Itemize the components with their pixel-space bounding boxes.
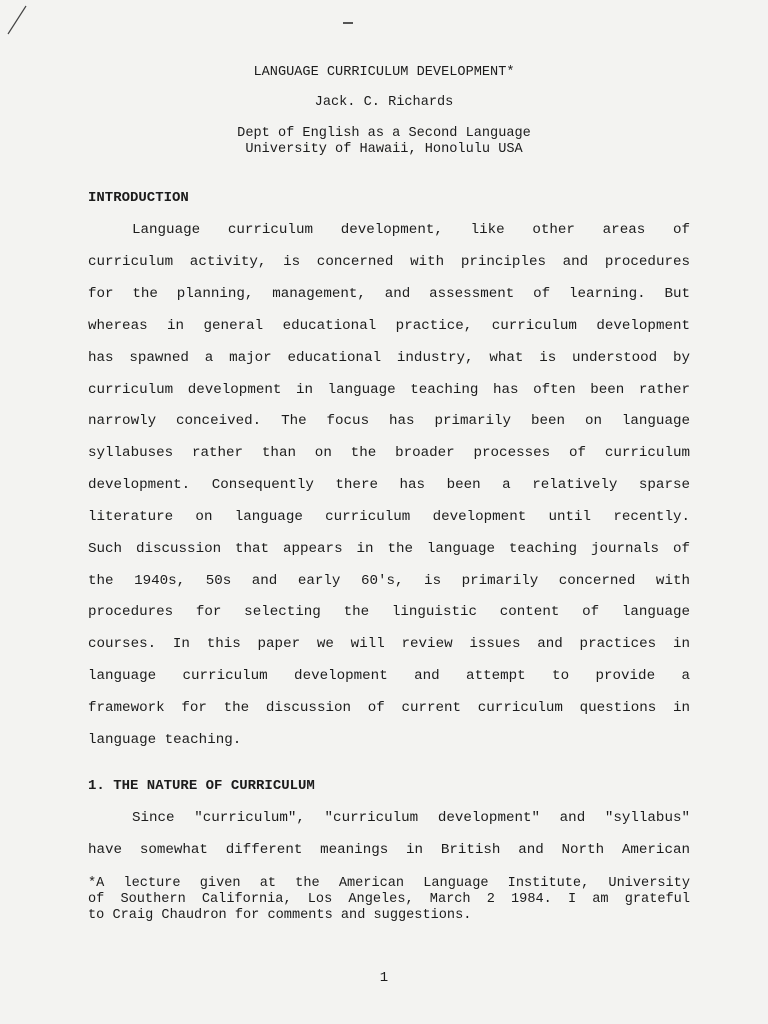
paragraph-line: Language curriculum development, like other areas of (132, 222, 690, 238)
top-dash-mark (343, 22, 353, 24)
paragraph-line: have somewhat different meanings in British and North American (88, 842, 690, 858)
footnote-line: of Southern California, Los Angeles, March 2 1984. I am grateful (88, 892, 690, 907)
paragraph-line: procedures for selecting the linguistic content of language (88, 604, 690, 620)
author-department: Dept of English as a Second Language (237, 126, 531, 141)
paragraph-line: language teaching. (88, 732, 242, 748)
document-title: LANGUAGE CURRICULUM DEVELOPMENT* (253, 65, 515, 80)
paragraph-line: language curriculum development and attempt to provide a (88, 668, 690, 684)
paragraph-line: development. Consequently there has been a relatively sparse (88, 477, 690, 493)
section-heading: 1. THE NATURE OF CURRICULUM (88, 778, 315, 794)
page-number: 1 (379, 970, 389, 986)
author-name: Jack. C. Richards (314, 95, 454, 110)
paragraph-line: narrowly conceived. The focus has primarily been on language (88, 413, 690, 429)
author-university: University of Hawaii, Honolulu USA (245, 142, 523, 157)
pen-mark-icon (6, 2, 30, 36)
paragraph-line: has spawned a major educational industry, what is understood by (88, 350, 690, 366)
paragraph-line: syllabuses rather than on the broader processes of curriculum (88, 445, 690, 461)
paragraph-line: courses. In this paper we will review issues and practices in (88, 636, 690, 652)
paragraph-line: Since "curriculum", "curriculum development" and "syllabus" (132, 810, 690, 826)
paragraph-line: curriculum development in language teaching has often been rather (88, 382, 690, 398)
paragraph-line: framework for the discussion of current curriculum questions in (88, 700, 690, 716)
paragraph-line: for the planning, management, and assessment of learning. But (88, 286, 690, 302)
paragraph-line: whereas in general educational practice, curriculum development (88, 318, 690, 334)
paragraph-line: Such discussion that appears in the language teaching journals of (88, 541, 690, 557)
paragraph-line: literature on language curriculum development until recently. (88, 509, 690, 525)
footnote-line: *A lecture given at the American Language Institute, University (88, 876, 690, 891)
paragraph-line: curriculum activity, is concerned with principles and procedures (88, 254, 690, 270)
footnote-line: to Craig Chaudron for comments and suggestions. (88, 908, 472, 923)
paragraph-line: the 1940s, 50s and early 60's, is primarily concerned with (88, 573, 690, 589)
intro-heading: INTRODUCTION (88, 190, 189, 206)
